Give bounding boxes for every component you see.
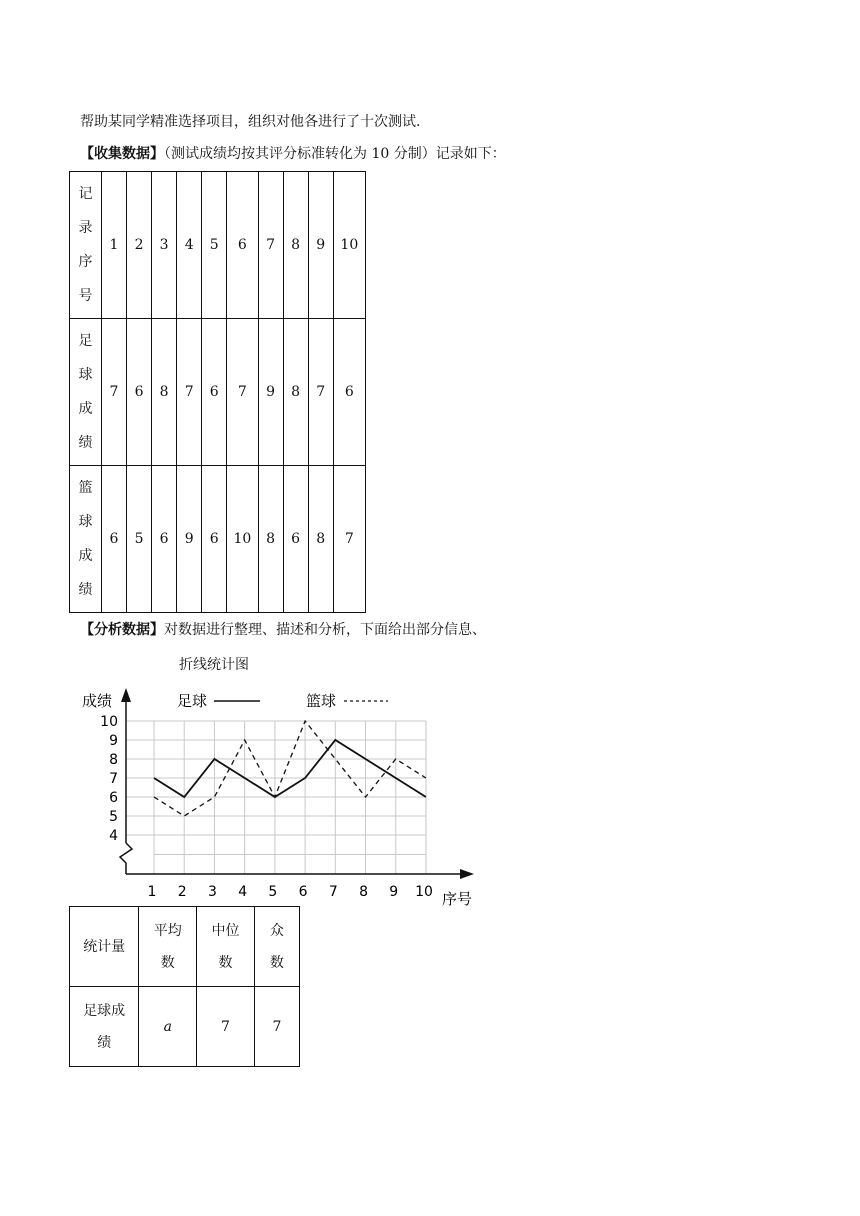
y-tick-label: 10 (100, 714, 118, 730)
table-cell: 6 (127, 319, 152, 466)
table-row (70, 466, 366, 613)
table-cell: 8 (283, 319, 308, 466)
stat-mode-cell: 7 (254, 987, 299, 1067)
table-cell: 2 (127, 172, 152, 319)
table-cell: 4 (177, 172, 202, 319)
y-tick-label: 6 (109, 790, 118, 806)
table-cell: 10 (227, 466, 258, 613)
table-cell: 5 (202, 172, 227, 319)
chart-title: 折线统计图 (179, 657, 249, 673)
table-cell: 7 (333, 466, 365, 613)
x-tick-label: 5 (268, 884, 278, 900)
x-tick-label: 2 (177, 884, 187, 900)
analyze-data-paragraph: 【分析数据】对数据进行整理、描述和分析，下面给出部分信息、 (80, 622, 486, 638)
analyze-data-heading: 【分析数据】 (80, 622, 164, 638)
y-tick-label: 8 (109, 752, 118, 768)
table-cell: 9 (308, 172, 333, 319)
table-cell: 6 (283, 466, 308, 613)
axis-break (120, 843, 132, 874)
table-cell: 7 (308, 319, 333, 466)
y-tick-label: 7 (109, 771, 118, 787)
table-cell: 10 (333, 172, 365, 319)
table-cell: 8 (258, 466, 283, 613)
table-header-cell: 众 数 (254, 907, 299, 987)
table-header-row (70, 907, 300, 987)
row-header: 足 球 成 绩 (70, 319, 102, 466)
table-header-cell: 中位 数 (197, 907, 255, 987)
x-axis-label: 序号 (442, 890, 473, 906)
x-tick-label: 4 (238, 884, 248, 900)
table-header-cell: 统计量 (70, 907, 139, 987)
x-axis-arrow (460, 869, 474, 879)
x-tick-label: 10 (415, 884, 433, 900)
row-header: 记 录 序 号 (70, 172, 102, 319)
table-cell: 3 (152, 172, 177, 319)
y-tick-label: 9 (109, 733, 118, 749)
table-cell: 9 (258, 319, 283, 466)
table-cell: 7 (258, 172, 283, 319)
table-cell: 6 (333, 319, 365, 466)
x-tick-label: 7 (328, 884, 338, 900)
table-cell: 6 (202, 319, 227, 466)
row-header: 篮 球 成 绩 (70, 466, 102, 613)
x-tick-label: 6 (298, 884, 308, 900)
table-cell: 6 (101, 466, 126, 613)
table-cell: 7 (177, 319, 202, 466)
record-table (69, 171, 366, 613)
x-tick-label: 8 (359, 884, 369, 900)
stat-median-cell: 7 (197, 987, 255, 1067)
collect-data-paragraph: 【收集数据】（测试成绩均按其评分标准转化为 10 分制）记录如下： (80, 146, 506, 162)
table-header-cell: 平均 数 (139, 907, 197, 987)
legend-label: 篮球 (306, 692, 337, 710)
x-tick-label: 1 (147, 884, 157, 900)
row-header: 足球成 绩 (70, 987, 139, 1067)
table-cell: 7 (101, 319, 126, 466)
y-tick-label: 5 (109, 809, 118, 825)
collect-data-heading: 【收集数据】 (80, 146, 164, 162)
table-row (70, 987, 300, 1067)
y-axis-label: 成绩 (82, 692, 113, 710)
y-axis-arrow (121, 688, 131, 702)
table-cell: 8 (308, 466, 333, 613)
series-line (154, 721, 426, 816)
line-chart (70, 680, 490, 906)
x-tick-label: 9 (389, 884, 399, 900)
intro-paragraph: 帮助某同学精准选择项目，组织对他各进行了十次测试. (80, 114, 421, 130)
table-cell: 6 (227, 172, 258, 319)
table-cell: 6 (152, 466, 177, 613)
table-cell: 7 (227, 319, 258, 466)
table-cell: 8 (283, 172, 308, 319)
table-cell: 5 (127, 466, 152, 613)
table-cell: 8 (152, 319, 177, 466)
table-row (70, 319, 366, 466)
table-cell: 9 (177, 466, 202, 613)
table-row (70, 172, 366, 319)
series-line (154, 740, 426, 797)
table-cell: 1 (101, 172, 126, 319)
table-cell: 6 (202, 466, 227, 613)
legend-label: 足球 (177, 692, 208, 710)
stat-mean-cell: a (139, 987, 197, 1067)
y-tick-label: 4 (109, 828, 118, 844)
x-tick-label: 3 (207, 884, 217, 900)
statistics-table (69, 906, 300, 1067)
